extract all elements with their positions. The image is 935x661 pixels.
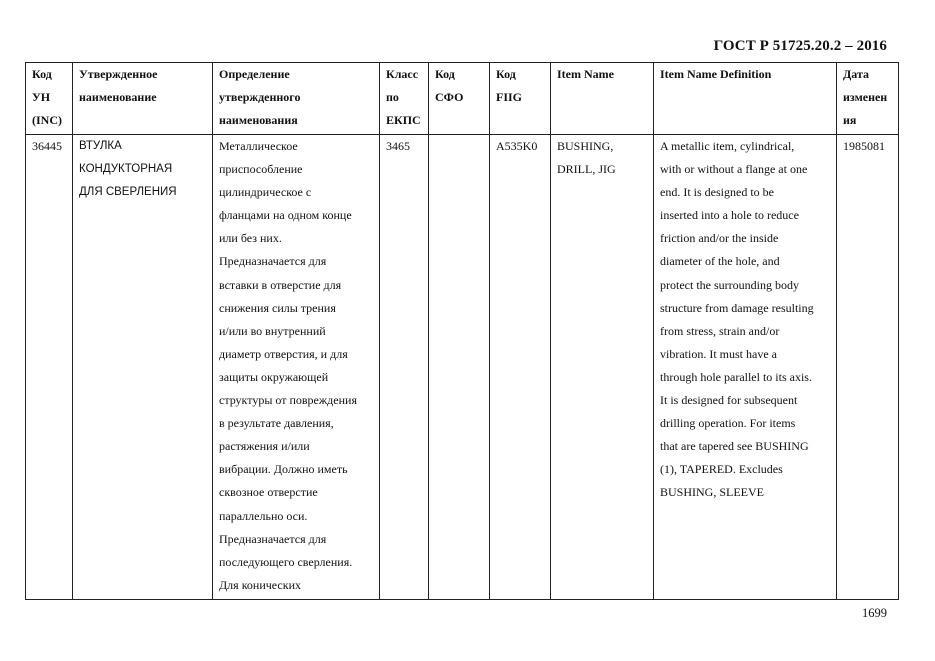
header-item-name: Item Name	[551, 63, 654, 135]
header-approved-name: Утвержденное наименование	[73, 63, 213, 135]
document-header: ГОСТ Р 51725.20.2 – 2016	[713, 38, 887, 54]
cell-inc: 36445	[26, 135, 73, 600]
header-class: Класс по ЕКПС	[380, 63, 429, 135]
cell-sfo-code	[429, 135, 490, 600]
cell-item-definition: A metallic item, cylindrical, with or without a flange at one end. It is designed to be inserted into a hole to reduce friction and/or the inside diameter of the hole, and protect the surrounding body structure from damage resulting from stress, strain and/or vibration. It must have a through hole parallel to its axis. It is designed for subsequent drilling operation. For items that are tapered see BUSHING (1), TAPERED. Excludes BUSHING, SLEEVE	[654, 135, 837, 600]
header-fiig-code: Код FIIG	[490, 63, 551, 135]
table-row	[26, 135, 899, 600]
header-inc: Код УН (INC)	[26, 63, 73, 135]
cell-approved-name: ВТУЛКА КОНДУКТОРНАЯ ДЛЯ СВЕРЛЕНИЯ	[73, 135, 213, 600]
catalog-table	[25, 62, 899, 600]
cell-class: 3465	[380, 135, 429, 600]
page-number: 1699	[862, 606, 887, 620]
header-sfo-code: Код СФО	[429, 63, 490, 135]
cell-fiig-code: A535K0	[490, 135, 551, 600]
header-definition-ru: Определение утвержденного наименования	[213, 63, 380, 135]
table-header-row	[26, 63, 899, 135]
header-item-definition: Item Name Definition	[654, 63, 837, 135]
cell-definition-ru: Металлическое приспособление цилиндрическое с фланцами на одном конце или без них. Предназначается для вставки в отверстие для снижения силы трения и/или во внутренний диаметр отверстия, и для защиты окружающей структуры от повреждения в результате давления, растяжения и/или вибрации. Должно иметь сквозное отверстие параллельно оси. Предназначается для последующего сверления. Для конических	[213, 135, 380, 600]
cell-item-name: BUSHING, DRILL, JIG	[551, 135, 654, 600]
header-change-date: Дата изменен ия	[837, 63, 899, 135]
cell-change-date: 1985081	[837, 135, 899, 600]
